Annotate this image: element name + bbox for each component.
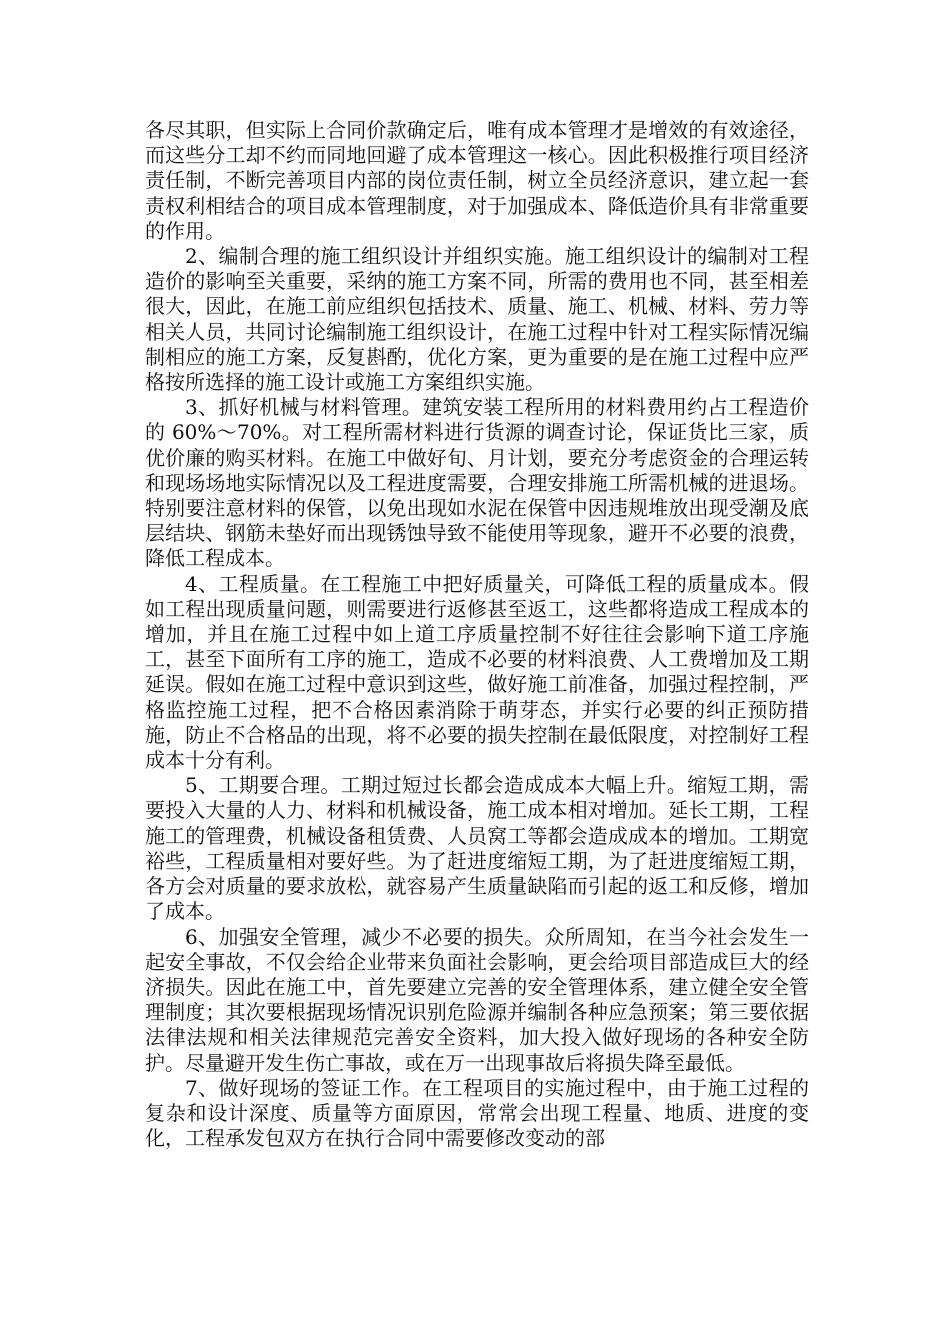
paragraph-site-visa: 7、做好现场的签证工作。在工程项目的实施过程中，由于施工过程的复杂和设计深度、质量等方面原因，常常会出现工程量、地质、进度的变化，工程承发包双方在执行合同中需要修改变动的部	[145, 1075, 809, 1151]
paragraph-continuation: 各尽其职，但实际上合同价款确定后，唯有成本管理才是增效的有效途径，而这些分工却不约而同地回避了成本管理这一核心。因此积极推行项目经济责任制，不断完善项目内部的岗位责任制，树立全员经济意识，建立起一套责权利相结合的项目成本管理制度，对于加强成本、降低造价具有非常重要的作用。	[145, 118, 809, 243]
paragraph-schedule: 5、工期要合理。工期过短过长都会造成成本大幅上升。缩短工期，需要投入大量的人力、材料和机械设备，施工成本相对增加。延长工期，工程施工的管理费，机械设备租赁费、人员窝工等都会造成成本的增加。工期宽裕些，工程质量相对要好些。为了赶进度缩短工期，为了赶进度缩短工期，各方会对质量的要求放松，就容易产生质量缺陷而引起的返工和反修，增加了成本。	[145, 773, 809, 924]
paragraph-machinery-materials: 3、抓好机械与材料管理。建筑安装工程所用的材料费用约占工程造价的 60%～70%。对工程所需材料进行货源的调查讨论，保证货比三家，质优价廉的购买材料。在施工中做好旬、月计划，要充分考虑资金的合理运转和现场场地实际情况以及工程进度需要，合理安排施工所需机械的进退场。特别要注意材料的保管，以免出现如水泥在保管中因违规堆放出现受潮及底层结块、钢筋未垫好而出现锈蚀导致不能使用等现象，避开不必要的浪费，降低工程成本。	[145, 395, 809, 571]
paragraph-quality: 4、工程质量。在工程施工中把好质量关，可降低工程的质量成本。假如工程出现质量问题，则需要进行返修甚至返工，这些都将造成工程成本的增加，并且在施工过程中如上道工序质量控制不好往往会影响下道工序施工，甚至下面所有工序的施工，造成不必要的材料浪费、人工费增加及工期延误。假如在施工过程中意识到这些，做好施工前准备，加强过程控制，严格监控施工过程，把不合格因素消除于萌芽态，并实行必要的纠正预防措施，防止不合格品的出现，将不必要的损失控制在最低限度，对控制好工程成本十分有利。	[145, 571, 809, 773]
paragraph-safety: 6、加强安全管理，减少不必要的损失。众所周知，在当今社会发生一起安全事故，不仅会给企业带来负面社会影响，更会给项目部造成巨大的经济损失。因此在施工中，首先要建立完善的安全管理体系，建立健全安全管理制度；其次要根据现场情况识别危险源并编制各种应急预案；第三要依据法律法规和相关法律规范完善安全资料，加大投入做好现场的各种安全防护。尽量避开发生伤亡事故，或在万一出现事故后将损失降至最低。	[145, 924, 809, 1075]
paragraph-construction-plan: 2、编制合理的施工组织设计并组织实施。施工组织设计的编制对工程造价的影响至关重要，采纳的施工方案不同，所需的费用也不同，甚至相差很大，因此，在施工前应组织包括技术、质量、施工、机械、材料、劳力等相关人员，共同讨论编制施工组织设计，在施工过程中针对工程实际情况编制相应的施工方案，反复斟酌，优化方案，更为重要的是在施工过程中应严格按所选择的施工设计或施工方案组织实施。	[145, 244, 809, 395]
document-body	[145, 118, 809, 1151]
